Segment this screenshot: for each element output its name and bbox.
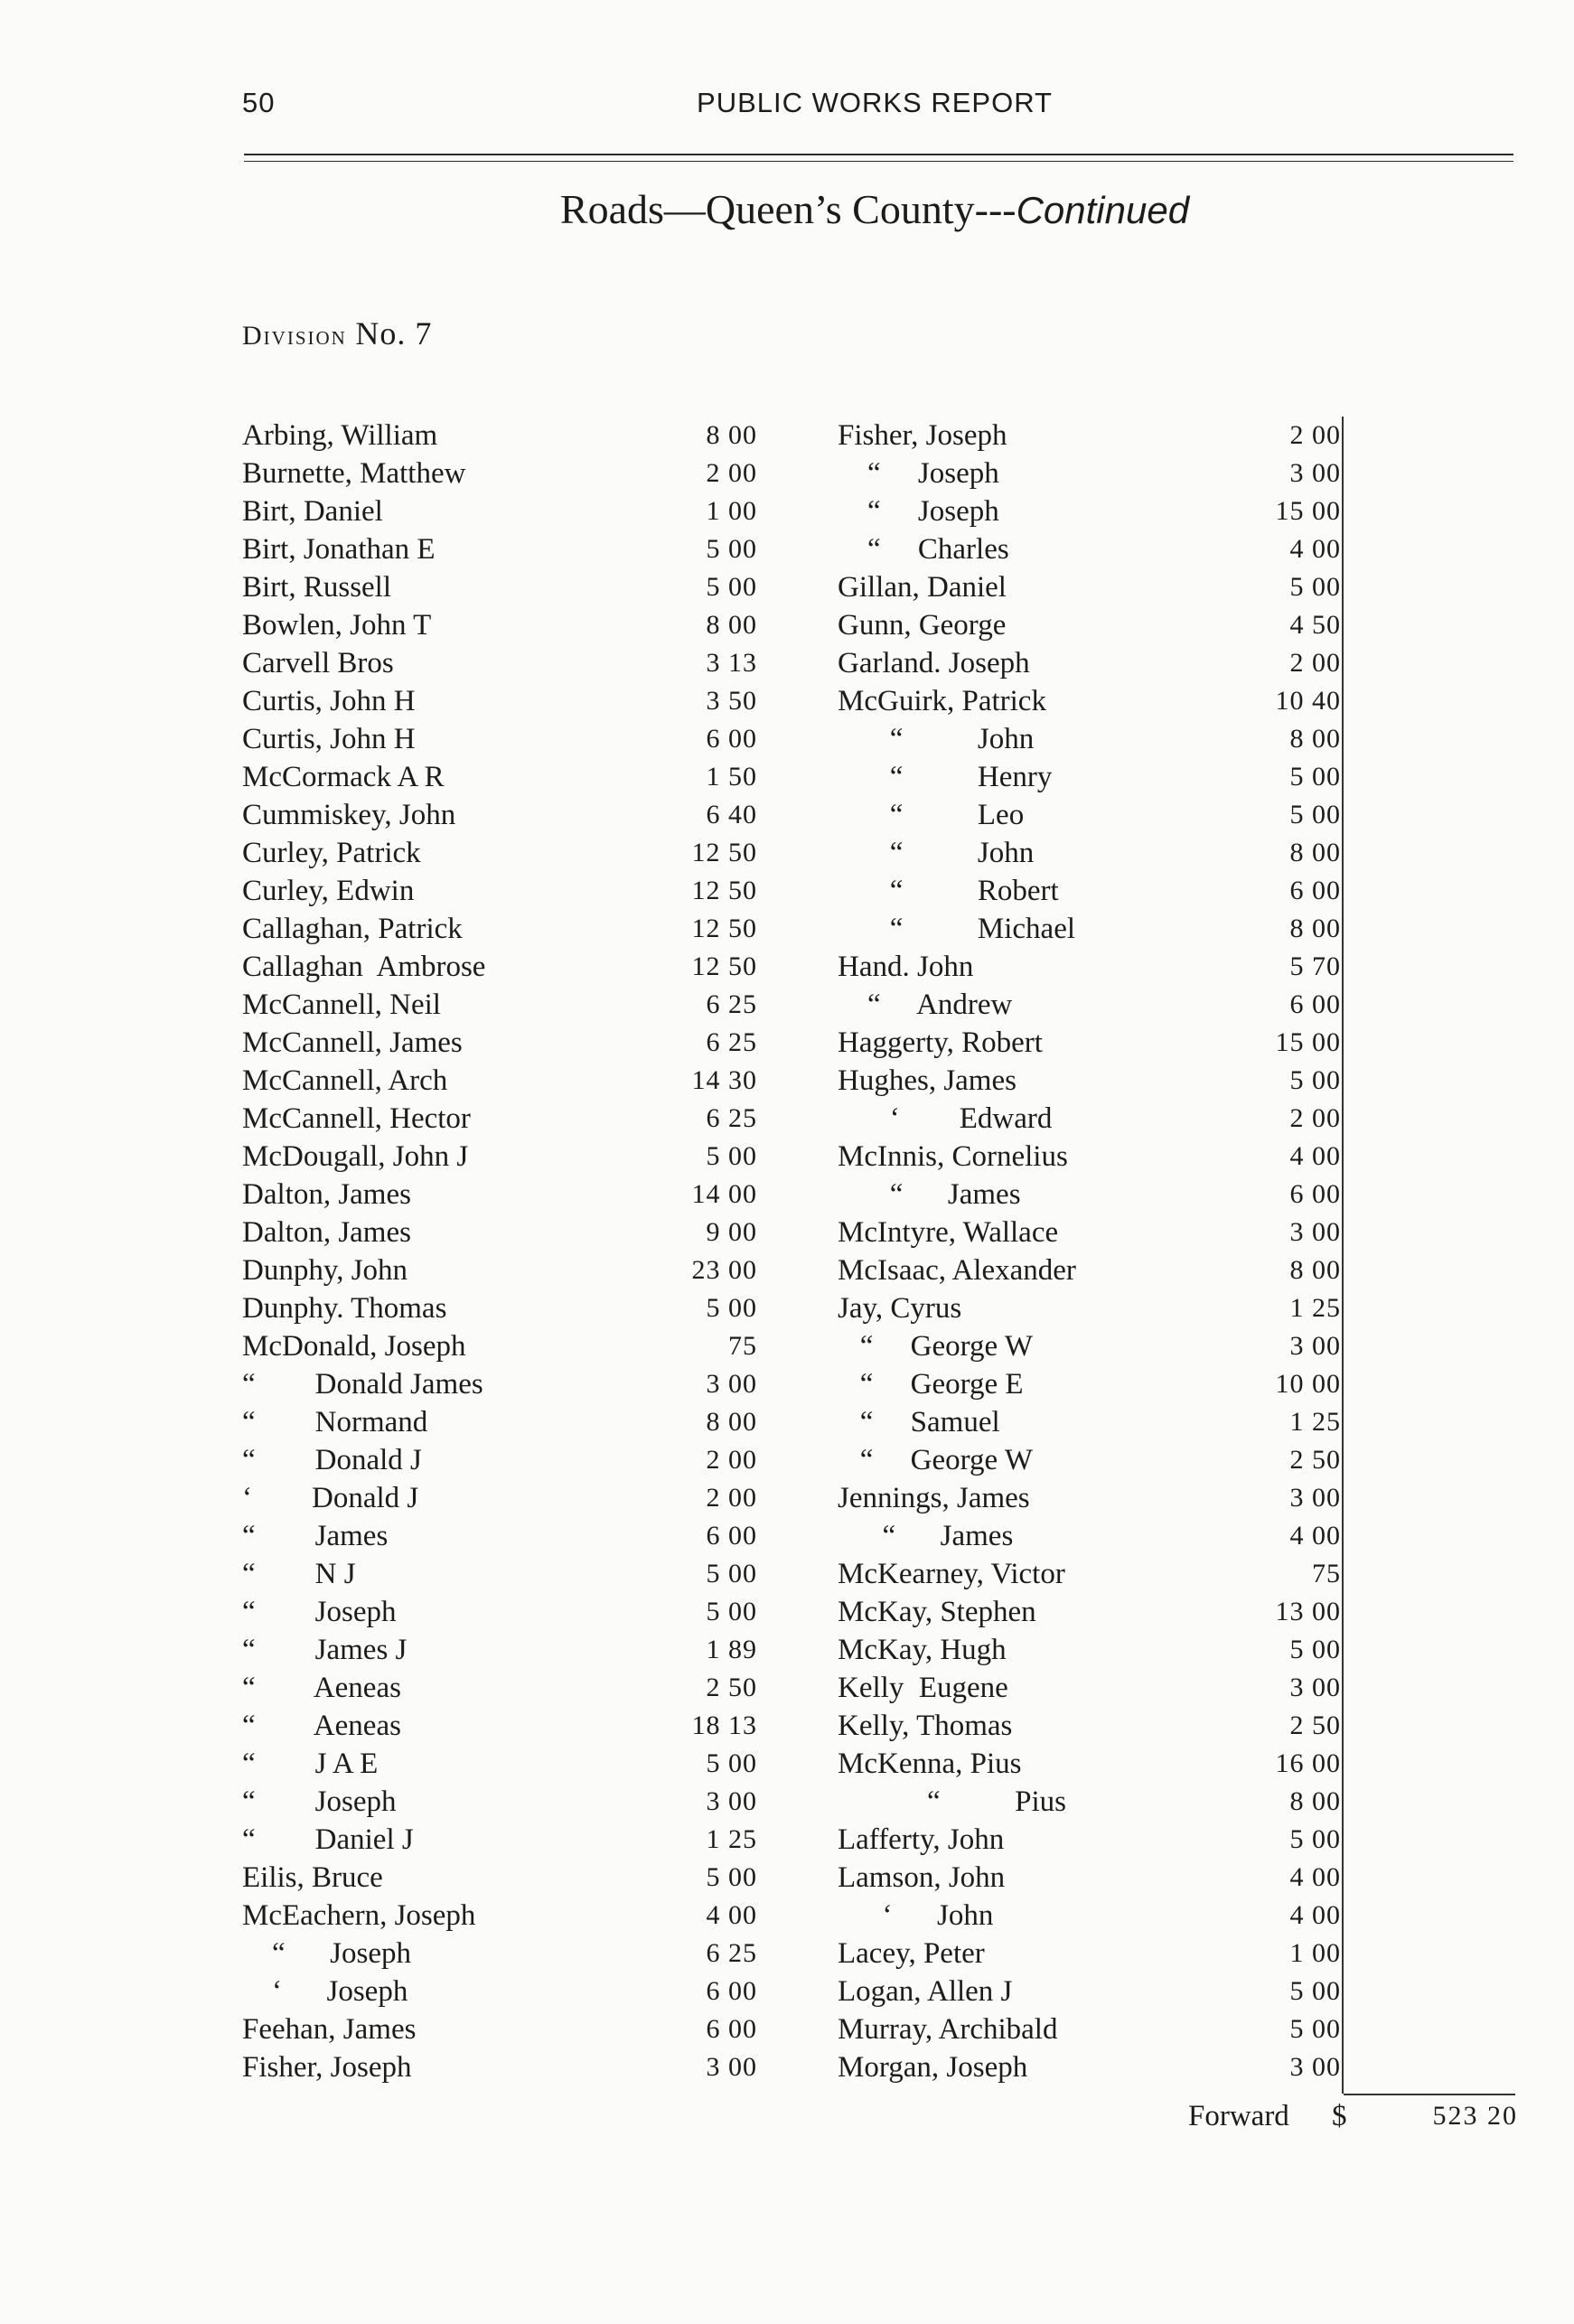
ledger-row [242, 417, 757, 454]
ledger-name: Birt, Russell [242, 571, 392, 604]
ledger-amount: 5 00 [706, 1559, 757, 1588]
ledger-name: Morgan, Joseph [838, 2051, 1028, 2084]
ledger-row [242, 1176, 757, 1214]
ledger-amount: 1 25 [1289, 1293, 1341, 1323]
ledger-name: “ Leo [838, 799, 1025, 831]
ledger-name: “ John [838, 723, 1035, 755]
ledger-amount: 8 00 [1289, 724, 1341, 754]
ledger-row [242, 872, 757, 910]
ledger-row [242, 1024, 757, 1062]
ledger-amount: 3 00 [1289, 1483, 1341, 1513]
ledger-row [242, 1214, 757, 1251]
forward-label: Forward [1188, 2100, 1289, 2132]
ledger-name: “ Donald J [242, 1444, 422, 1476]
ledger-amount: 5 00 [706, 1141, 757, 1171]
ledger-name: Curley, Edwin [242, 875, 415, 907]
ledger-amount: 5 00 [706, 1862, 757, 1892]
ledger-row [242, 910, 757, 948]
amount-column-rule [1342, 417, 1344, 2094]
ledger-row [838, 1593, 1348, 1631]
ledger-name: McIntyre, Wallace [838, 1216, 1059, 1249]
ledger-name: Fisher, Joseph [242, 2051, 412, 2084]
ledger-amount: 2 00 [706, 458, 757, 488]
ledger-amount: 75 [1312, 1559, 1341, 1588]
ledger-row [838, 492, 1348, 530]
ledger-row [242, 1593, 757, 1631]
ledger-row [838, 1441, 1348, 1479]
ledger-row [838, 1745, 1348, 1783]
ledger-name: “ George E [838, 1368, 1024, 1401]
ledger-row [838, 948, 1348, 986]
ledger-amount: 2 00 [706, 1445, 757, 1475]
ledger-amount: 6 40 [706, 800, 757, 829]
ledger-row [838, 1669, 1348, 1707]
ledger-name: “ Robert [838, 875, 1059, 907]
ledger-amount: 5 00 [1289, 1824, 1341, 1854]
ledger-row [838, 606, 1348, 644]
ledger-row [838, 682, 1348, 720]
ledger-row [838, 1214, 1348, 1251]
ledger-name: “ Pius [838, 1785, 1067, 1818]
division-number: No. 7 [355, 315, 433, 351]
ledger-row [242, 1897, 757, 1935]
ledger-name: Haggerty, Robert [838, 1026, 1043, 1059]
ledger-amount: 4 00 [1289, 1900, 1341, 1930]
division-heading [242, 314, 432, 352]
ledger-name: McEachern, Joseph [242, 1899, 476, 1932]
ledger-row [242, 948, 757, 986]
section-title-continued: Continued [1016, 189, 1190, 231]
ledger-amount: 1 25 [706, 1824, 757, 1854]
ledger-name: McInnis, Cornelius [838, 1140, 1068, 1173]
ledger-name: “ George W [838, 1444, 1033, 1476]
ledger-row [838, 568, 1348, 606]
ledger-amount: 2 00 [1289, 420, 1341, 450]
ledger-name: “ Aeneas [242, 1672, 401, 1704]
ledger-row [242, 2048, 757, 2086]
ledger-amount: 6 00 [1289, 1179, 1341, 1209]
ledger-name: Kelly Eugene [838, 1672, 1008, 1704]
ledger-amount: 15 00 [1275, 1027, 1341, 1057]
ledger-row [242, 1859, 757, 1897]
ledger-amount: 2 50 [1289, 1710, 1341, 1740]
forward-total [1175, 2096, 1518, 2136]
ledger-name: McCormack A R [242, 761, 445, 793]
ledger-row [838, 720, 1348, 758]
forward-currency: $ [1332, 2100, 1347, 2132]
ledger-amount: 10 40 [1275, 686, 1341, 716]
ledger-amount: 4 00 [1289, 1521, 1341, 1551]
ledger-name: “ Joseph [838, 457, 999, 490]
ledger-name: ‘ Donald J [242, 1482, 419, 1514]
ledger-row [838, 2010, 1348, 2048]
ledger-row [838, 1935, 1348, 1973]
ledger-row [838, 758, 1348, 796]
ledger-amount: 6 25 [706, 1027, 757, 1057]
ledger-row [838, 1631, 1348, 1669]
ledger-row [242, 1669, 757, 1707]
ledger-name: McGuirk, Patrick [838, 685, 1046, 717]
ledger-amount: 6 00 [1289, 876, 1341, 905]
ledger-amount: 5 00 [1289, 572, 1341, 602]
ledger-amount: 13 00 [1275, 1597, 1341, 1626]
ledger-name: Garland. Joseph [838, 647, 1030, 679]
ledger-amount: 8 00 [1289, 838, 1341, 867]
ledger-amount: 15 00 [1275, 496, 1341, 526]
ledger-name: McIsaac, Alexander [838, 1254, 1076, 1287]
ledger-amount: 12 50 [691, 951, 757, 981]
ledger-name: Birt, Jonathan E [242, 533, 436, 566]
ledger-amount: 5 70 [1289, 951, 1341, 981]
ledger-amount: 1 00 [1289, 1938, 1341, 1968]
ledger-row [838, 1517, 1348, 1555]
ledger-name: Gunn, George [838, 609, 1007, 642]
ledger-amount: 2 00 [1289, 1103, 1341, 1133]
ledger-row [838, 986, 1348, 1024]
ledger-amount: 75 [728, 1331, 757, 1361]
ledger-amount: 4 00 [1289, 1862, 1341, 1892]
ledger-name: “ Samuel [838, 1406, 1000, 1438]
ledger-name: Cummiskey, John [242, 799, 456, 831]
ledger-amount: 4 00 [1289, 1141, 1341, 1171]
ledger-row [242, 1631, 757, 1669]
ledger-amount: 2 00 [706, 1483, 757, 1513]
ledger-name: Kelly, Thomas [838, 1710, 1013, 1742]
ledger-row [242, 1441, 757, 1479]
ledger-name: Curley, Patrick [242, 837, 421, 869]
ledger-amount: 3 00 [1289, 2052, 1341, 2082]
ledger-row [242, 1289, 757, 1327]
ledger-amount: 5 00 [1289, 1976, 1341, 2006]
ledger-name: Logan, Allen J [838, 1975, 1013, 2008]
ledger-row [838, 1783, 1348, 1821]
ledger-name: Jennings, James [838, 1482, 1030, 1514]
ledger-row [838, 417, 1348, 454]
ledger-row [242, 1555, 757, 1593]
forward-amount: 523 20 [1432, 2101, 1518, 2131]
ledger-row [242, 1745, 757, 1783]
ledger-row [838, 1327, 1348, 1365]
ledger-row [838, 872, 1348, 910]
ledger-amount: 10 00 [1275, 1369, 1341, 1399]
header-rule-bottom [244, 161, 1513, 162]
ledger-name: ‘ John [838, 1899, 994, 1932]
ledger-row [838, 1024, 1348, 1062]
ledger-row [838, 1062, 1348, 1100]
ledger-row [838, 644, 1348, 682]
page-header [242, 87, 1507, 132]
ledger-name: “ George W [838, 1330, 1033, 1363]
ledger-row [242, 758, 757, 796]
ledger-amount: 5 00 [1289, 800, 1341, 829]
ledger-row [838, 1859, 1348, 1897]
ledger-name: Arbing, William [242, 419, 438, 452]
ledger-row [838, 834, 1348, 872]
ledger-amount: 23 00 [691, 1255, 757, 1285]
ledger-name: “ James J [242, 1634, 408, 1666]
ledger-row [242, 1365, 757, 1403]
ledger-name: “ Joseph [242, 1785, 397, 1818]
ledger-row [242, 1821, 757, 1859]
ledger-amount: 6 25 [706, 1938, 757, 1968]
ledger-amount: 4 00 [1289, 534, 1341, 564]
ledger-amount: 5 00 [1289, 762, 1341, 792]
ledger-amount: 8 00 [706, 610, 757, 640]
ledger-name: Callaghan Ambrose [242, 951, 486, 983]
ledger-row [242, 492, 757, 530]
ledger-name: “ James [838, 1520, 1014, 1552]
ledger-name: “ Donald James [242, 1368, 483, 1401]
ledger-amount: 5 00 [706, 1748, 757, 1778]
ledger-row [838, 1555, 1348, 1593]
ledger-row [242, 682, 757, 720]
ledger-name: “ Joseph [242, 1937, 411, 1970]
ledger-row [838, 1403, 1348, 1441]
ledger-amount: 5 00 [1289, 1635, 1341, 1664]
ledger-amount: 5 00 [706, 572, 757, 602]
ledger-amount: 8 00 [1289, 1786, 1341, 1816]
ledger-row [838, 1176, 1348, 1214]
ledger-row [242, 1251, 757, 1289]
ledger-amount: 6 00 [706, 1521, 757, 1551]
ledger-name: Murray, Archibald [838, 2013, 1058, 2046]
ledger-amount: 5 00 [1289, 1065, 1341, 1095]
ledger-row [242, 986, 757, 1024]
ledger-name: McCannell, James [242, 1026, 463, 1059]
ledger-name: “ J A E [242, 1748, 379, 1780]
ledger-amount: 2 50 [1289, 1445, 1341, 1475]
ledger-row [242, 1783, 757, 1821]
ledger-row [242, 1062, 757, 1100]
ledger-name: “ Joseph [242, 1596, 397, 1628]
ledger-row [838, 1821, 1348, 1859]
ledger-name: ‘ Edward [838, 1102, 1053, 1135]
ledger-name: Hughes, James [838, 1064, 1017, 1097]
ledger-name: Feehan, James [242, 2013, 417, 2046]
ledger-amount: 12 50 [691, 914, 757, 943]
ledger-amount: 6 25 [706, 1103, 757, 1133]
ledger-name: Dunphy. Thomas [242, 1292, 447, 1325]
ledger-row [242, 796, 757, 834]
ledger-name: Dalton, James [242, 1178, 411, 1211]
ledger-amount: 3 00 [1289, 1217, 1341, 1247]
ledger-name: McCannell, Neil [242, 989, 441, 1021]
section-title [242, 185, 1507, 233]
ledger-amount: 2 00 [1289, 648, 1341, 678]
ledger-row [242, 606, 757, 644]
ledger-name: Dunphy, John [242, 1254, 408, 1287]
ledger-row [242, 1100, 757, 1138]
forward-total-rule [1344, 2094, 1515, 2095]
ledger-name: McKay, Stephen [838, 1596, 1036, 1628]
ledger-name: Eilis, Bruce [242, 1861, 383, 1894]
ledger-amount: 3 00 [1289, 1331, 1341, 1361]
ledger-amount: 16 00 [1275, 1748, 1341, 1778]
ledger-row [242, 2010, 757, 2048]
ledger-row [242, 1707, 757, 1745]
ledger-row [242, 1327, 757, 1365]
section-title-main: Roads—Queen’s County--- [559, 186, 1017, 232]
ledger-name: “ Andrew [838, 989, 1013, 1021]
ledger-name: ‘ Joseph [242, 1975, 408, 2008]
ledger-row [838, 1100, 1348, 1138]
right-column [838, 417, 1348, 2086]
ledger-name: Hand. John [838, 951, 974, 983]
ledger-row [838, 1289, 1348, 1327]
ledger-amount: 1 89 [706, 1635, 757, 1664]
ledger-amount: 8 00 [706, 420, 757, 450]
ledger-name: “ Daniel J [242, 1823, 414, 1856]
ledger-amount: 5 00 [706, 1293, 757, 1323]
ledger-row [838, 2048, 1348, 2086]
ledger-name: McKay, Hugh [838, 1634, 1007, 1666]
ledger-name: Carvell Bros [242, 647, 394, 679]
ledger-amount: 18 13 [691, 1710, 757, 1740]
ledger-row [242, 1479, 757, 1517]
ledger-amount: 6 00 [706, 724, 757, 754]
ledger-name: “ N J [242, 1558, 356, 1590]
ledger-amount: 9 00 [706, 1217, 757, 1247]
division-label: Division [242, 321, 347, 351]
ledger-amount: 8 00 [1289, 1255, 1341, 1285]
ledger-amount: 14 00 [691, 1179, 757, 1209]
ledger-amount: 3 13 [706, 648, 757, 678]
ledger-amount: 4 00 [706, 1900, 757, 1930]
ledger-name: Burnette, Matthew [242, 457, 466, 490]
ledger-amount: 8 00 [1289, 914, 1341, 943]
ledger-name: Gillan, Daniel [838, 571, 1007, 604]
ledger-name: McCannell, Hector [242, 1102, 471, 1135]
ledger-amount: 3 00 [1289, 458, 1341, 488]
ledger-row [242, 1138, 757, 1176]
ledger-name: Callaghan, Patrick [242, 913, 463, 945]
ledger-amount: 3 00 [1289, 1673, 1341, 1702]
ledger-amount: 12 50 [691, 838, 757, 867]
ledger-amount: 5 00 [706, 534, 757, 564]
ledger-amount: 4 50 [1289, 610, 1341, 640]
ledger-name: “ Aeneas [242, 1710, 401, 1742]
ledger-row [242, 720, 757, 758]
ledger-amount: 3 00 [706, 1369, 757, 1399]
ledger-name: Curtis, John H [242, 685, 416, 717]
ledger-name: Lafferty, John [838, 1823, 1005, 1856]
ledger-row [838, 454, 1348, 492]
running-title: PUBLIC WORKS REPORT [697, 87, 1053, 118]
ledger-row [838, 796, 1348, 834]
ledger-name: Birt, Daniel [242, 495, 383, 528]
ledger-row [838, 1973, 1348, 2010]
ledger-row [242, 1973, 757, 2010]
ledger-row [242, 644, 757, 682]
ledger-amount: 12 50 [691, 876, 757, 905]
ledger-row [242, 1935, 757, 1973]
ledger-row [838, 1707, 1348, 1745]
ledger-row [242, 530, 757, 568]
ledger-amount: 3 00 [706, 2052, 757, 2082]
ledger-name: Jay, Cyrus [838, 1292, 962, 1325]
ledger-name: McKenna, Pius [838, 1748, 1022, 1780]
ledger-amount: 5 00 [1289, 2014, 1341, 2044]
ledger-name: Bowlen, John T [242, 609, 432, 642]
ledger-name: “ Normand [242, 1406, 428, 1438]
ledger-amount: 1 25 [1289, 1407, 1341, 1437]
ledger-amount: 1 50 [706, 762, 757, 792]
ledger-row [242, 834, 757, 872]
ledger-amount: 6 25 [706, 989, 757, 1019]
ledger-row [242, 1403, 757, 1441]
ledger-amount: 5 00 [706, 1597, 757, 1626]
ledger-name: Curtis, John H [242, 723, 416, 755]
ledger-name: McKearney, Victor [838, 1558, 1065, 1590]
ledger-name: Fisher, Joseph [838, 419, 1007, 452]
ledger-row [838, 910, 1348, 948]
ledger-amount: 6 00 [706, 2014, 757, 2044]
ledger-amount: 3 00 [706, 1786, 757, 1816]
ledger-amount: 14 30 [691, 1065, 757, 1095]
ledger-name: McDougall, John J [242, 1140, 469, 1173]
ledger-name: Lacey, Peter [838, 1937, 985, 1970]
ledger-name: “ James [838, 1178, 1021, 1211]
ledger-name: “ John [838, 837, 1035, 869]
ledger-name: “ Michael [838, 913, 1076, 945]
ledger-row [838, 1138, 1348, 1176]
ledger-name: McDonald, Joseph [242, 1330, 466, 1363]
ledger-amount: 2 50 [706, 1673, 757, 1702]
ledger-name: “ Charles [838, 533, 1009, 566]
ledger-name: “ James [242, 1520, 389, 1552]
ledger-row [838, 1897, 1348, 1935]
page-number: 50 [242, 87, 276, 118]
ledger-row [242, 568, 757, 606]
ledger-amount: 1 00 [706, 496, 757, 526]
left-column [242, 417, 757, 2086]
ledger-amount: 8 00 [706, 1407, 757, 1437]
ledger-amount: 6 00 [1289, 989, 1341, 1019]
ledger-amount: 6 00 [706, 1976, 757, 2006]
ledger-name: Dalton, James [242, 1216, 411, 1249]
ledger-row [838, 1479, 1348, 1517]
ledger-name: “ Joseph [838, 495, 999, 528]
ledger-row [838, 530, 1348, 568]
ledger-row [838, 1365, 1348, 1403]
ledger-name: Lamson, John [838, 1861, 1006, 1894]
ledger-amount: 3 50 [706, 686, 757, 716]
ledger-row [838, 1251, 1348, 1289]
ledger-row [242, 454, 757, 492]
header-rule-top [244, 154, 1513, 155]
ledger-name: “ Henry [838, 761, 1053, 793]
ledger-row [242, 1517, 757, 1555]
ledger-name: McCannell, Arch [242, 1064, 448, 1097]
